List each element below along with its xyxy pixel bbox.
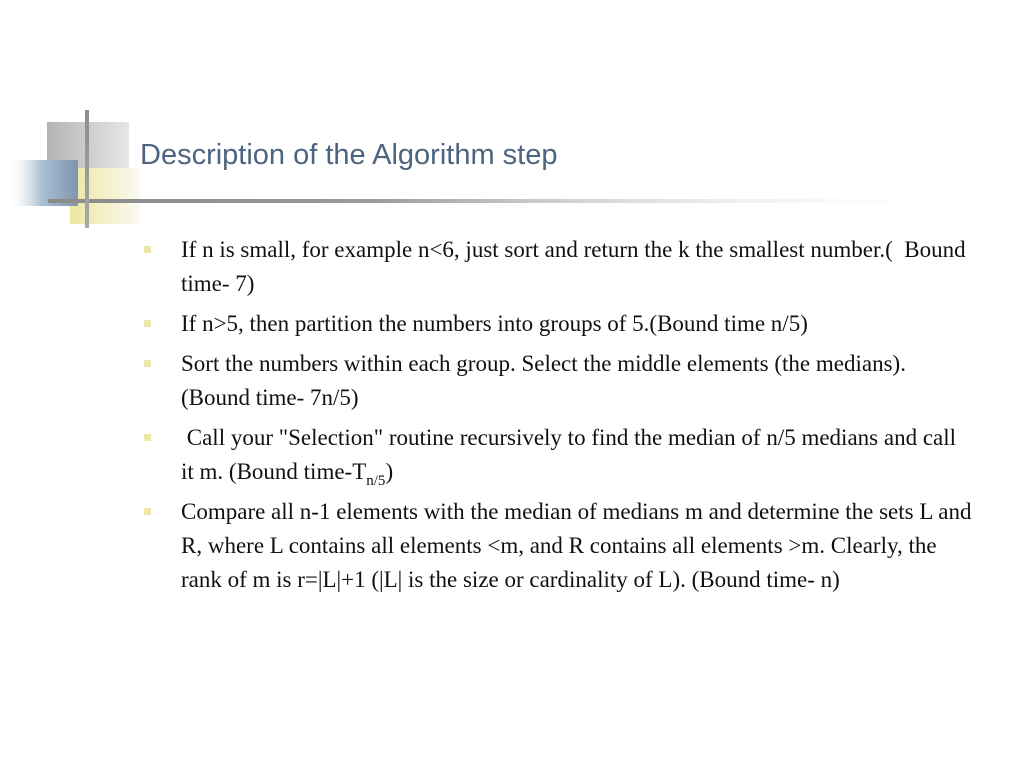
bullet-square-icon [144, 246, 151, 253]
deco-vertical-line [85, 110, 89, 228]
bullet-subscript: n/5 [366, 473, 386, 489]
bullet-text-end: ) [385, 459, 394, 484]
bullet-item [143, 347, 973, 415]
bullet-text: Call your "Selection" routine recursively to find the median of n/5 medians and call it m. (Bound time-T [181, 425, 957, 484]
bullet-square-icon [144, 360, 151, 367]
bullet-list [143, 233, 973, 603]
deco-horizontal-line [48, 199, 978, 203]
bullet-item [143, 421, 973, 489]
deco-yellow-square [70, 168, 140, 224]
bullet-text: Compare all n-1 elements with the median of medians m and determine the sets L and R, where L contains all elements <m, and R contains all elements >m. Clearly, the rank of m is r=|L|+1 (|L| is the size or cardinality of L). (Bound time- n) [181, 499, 972, 592]
bullet-square-icon [144, 508, 151, 515]
bullet-text: If n>5, then partition the numbers into groups of 5.(Bound time n/5) [181, 311, 808, 336]
bullet-text: Sort the numbers within each group. Select the middle elements (the medians). (Bound time- 7n/5) [181, 351, 906, 410]
bullet-item [143, 307, 973, 341]
bullet-item [143, 495, 973, 597]
corner-decoration [0, 0, 1024, 240]
bullet-text: If n is small, for example n<6, just sort and return the k the smallest number.( Bound time- 7) [181, 237, 966, 296]
bullet-square-icon [144, 434, 151, 441]
bullet-item [143, 233, 973, 301]
bullet-square-icon [144, 320, 151, 327]
slide-title: Description of the Algorithm step [140, 139, 558, 171]
